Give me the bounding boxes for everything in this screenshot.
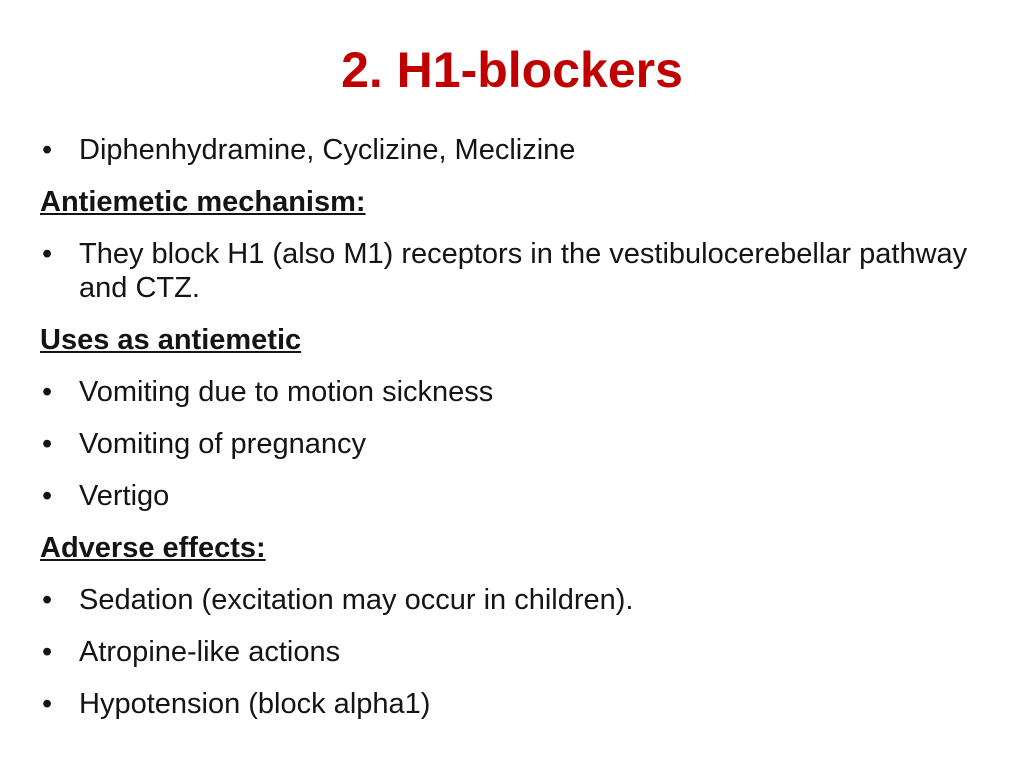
bullet-dot-icon: • [42, 688, 53, 720]
bullet-dot-icon: • [42, 134, 53, 166]
bullet-use [40, 375, 990, 409]
adverse-heading: Adverse effects: [40, 532, 266, 564]
bullet-use [40, 427, 990, 461]
bullet-adverse [40, 583, 990, 617]
bullet-adverse [40, 635, 990, 669]
bullet-dot-icon: • [42, 636, 53, 668]
use-text: Vomiting due to motion sickness [79, 376, 494, 408]
slide-title: 2. H1-blockers [341, 42, 683, 98]
bullet-dot-icon: • [42, 480, 53, 512]
bullet-dot-icon: • [42, 376, 53, 408]
adverse-text: Hypotension (block alpha1) [79, 688, 431, 720]
uses-heading: Uses as antiemetic [40, 324, 302, 356]
bullet-dot-icon: • [42, 584, 53, 616]
adverse-text: Sedation (excitation may occur in children). [79, 584, 634, 616]
mechanism-heading: Antiemetic mechanism: [40, 186, 366, 218]
adverse-text: Atropine-like actions [79, 636, 341, 668]
bullet-dot-icon: • [42, 428, 53, 460]
bullet-use [40, 479, 990, 513]
bullet-drugs [40, 133, 990, 167]
mechanism-text: They block H1 (also M1) receptors in the vestibulocerebellar pathway and CTZ. [79, 238, 968, 304]
slide-content [40, 133, 990, 739]
use-text: Vertigo [79, 480, 170, 512]
drugs-text: Diphenhydramine, Cyclizine, Meclizine [79, 134, 576, 166]
bullet-dot-icon: • [42, 238, 53, 270]
bullet-adverse [40, 687, 990, 721]
bullet-mechanism [40, 237, 990, 305]
use-text: Vomiting of pregnancy [79, 428, 366, 460]
